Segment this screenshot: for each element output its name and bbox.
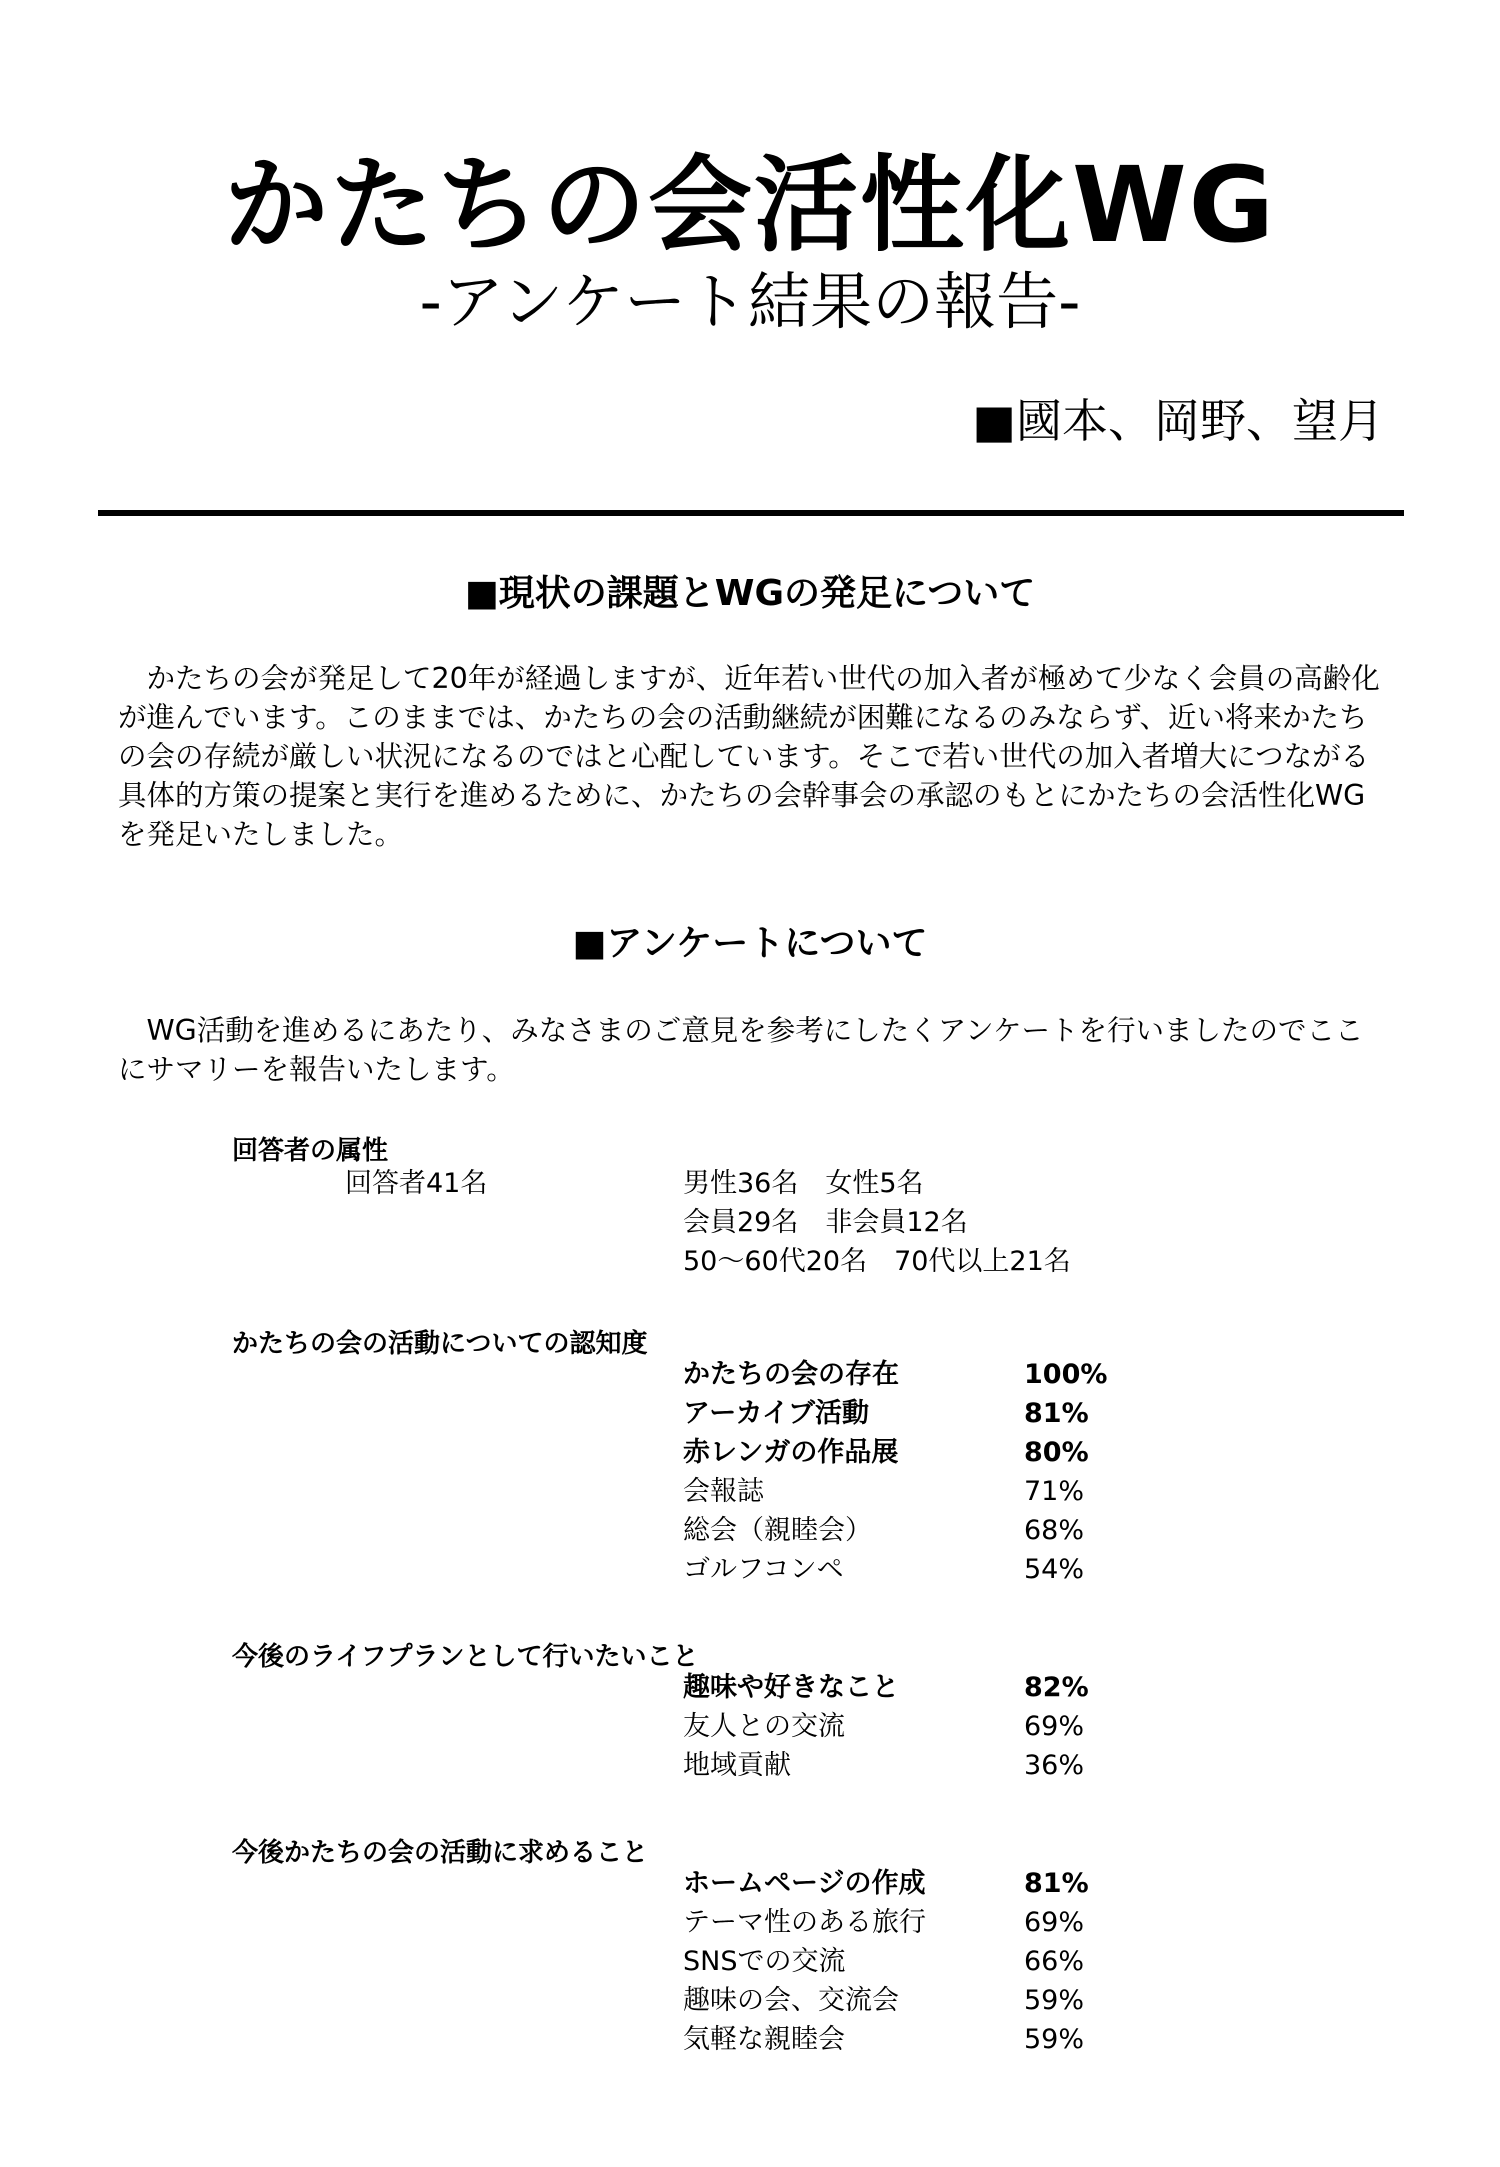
- survey-block-title: 今後のライフプランとして行いたいこと: [232, 1642, 699, 1672]
- survey-item-label: 総会（親睦会）: [683, 1515, 872, 1546]
- survey-item-value: 59%: [1024, 1985, 1085, 2016]
- survey-item-label: アーカイブ活動: [683, 1398, 870, 1429]
- header-divider: [98, 510, 1404, 516]
- survey-item-label: 会報誌: [683, 1476, 764, 1507]
- survey-item-label: ホームページの作成: [683, 1868, 926, 1899]
- respondents-total: 回答者41名: [345, 1168, 488, 1199]
- respondents-line: 50～60代20名 70代以上21名: [683, 1246, 1071, 1277]
- survey-item-label: かたちの会の存在: [683, 1359, 899, 1390]
- survey-item-label: テーマ性のある旅行: [683, 1907, 926, 1938]
- survey-item-value: 80%: [1024, 1437, 1089, 1468]
- respondents-title: 回答者の属性: [232, 1136, 389, 1166]
- survey-item-value: 81%: [1024, 1868, 1089, 1899]
- survey-item-value: 59%: [1024, 2024, 1085, 2055]
- authors: ■國本、岡野、望月: [972, 394, 1384, 448]
- section-body-issues: かたちの会が発足して20年が経過しますが、近年若い世代の加入者が極めて少なく会員の高齢化が進んでいます。このままでは、かたちの会の活動継続が困難になるのみならず、近い将来かたちの会の存続が厳しい状況になるのではと心配しています。そこで若い世代の加入者増大につながる具体的方策の提案と実行を進めるために、かたちの会幹事会の承認のもとにかたちの会活性化WGを発足いたしました。: [118, 662, 1380, 851]
- survey-item-value: 82%: [1024, 1672, 1089, 1703]
- survey-block-title: 今後かたちの会の活動に求めること: [232, 1838, 649, 1868]
- section-heading-survey: ■アンケートについて: [572, 923, 928, 964]
- survey-item-value: 68%: [1024, 1515, 1085, 1546]
- section-heading-issues: ■現状の課題とWGの発足について: [464, 573, 1036, 614]
- survey-item-value: 71%: [1024, 1476, 1085, 1507]
- survey-item-value: 54%: [1024, 1554, 1085, 1585]
- respondents-line: 男性36名 女性5名: [683, 1168, 924, 1199]
- survey-item-label: 地域貢献: [683, 1750, 791, 1781]
- document-subtitle: -アンケート結果の報告-: [419, 265, 1081, 338]
- survey-item-value: 66%: [1024, 1946, 1085, 1977]
- survey-item-value: 36%: [1024, 1750, 1085, 1781]
- survey-item-value: 69%: [1024, 1711, 1085, 1742]
- section-body-survey: WG活動を進めるにあたり、みなさまのご意見を参考にしたくアンケートを行いましたのでここにサマリーを報告いたします。: [118, 1014, 1364, 1086]
- survey-item-label: SNSでの交流: [683, 1946, 846, 1977]
- survey-item-value: 100%: [1024, 1359, 1108, 1390]
- survey-item-label: 趣味や好きなこと: [683, 1672, 899, 1703]
- respondents-line: 会員29名 非会員12名: [683, 1207, 968, 1238]
- survey-item-value: 69%: [1024, 1907, 1085, 1938]
- survey-block-title: かたちの会の活動についての認知度: [232, 1329, 648, 1359]
- document-title: かたちの会活性化WG: [223, 144, 1277, 266]
- survey-item-value: 81%: [1024, 1398, 1089, 1429]
- survey-item-label: 趣味の会、交流会: [683, 1985, 899, 2016]
- survey-item-label: ゴルフコンペ: [683, 1554, 844, 1585]
- survey-item-label: 気軽な親睦会: [683, 2024, 845, 2055]
- survey-item-label: 友人との交流: [683, 1711, 845, 1742]
- survey-item-label: 赤レンガの作品展: [683, 1437, 899, 1468]
